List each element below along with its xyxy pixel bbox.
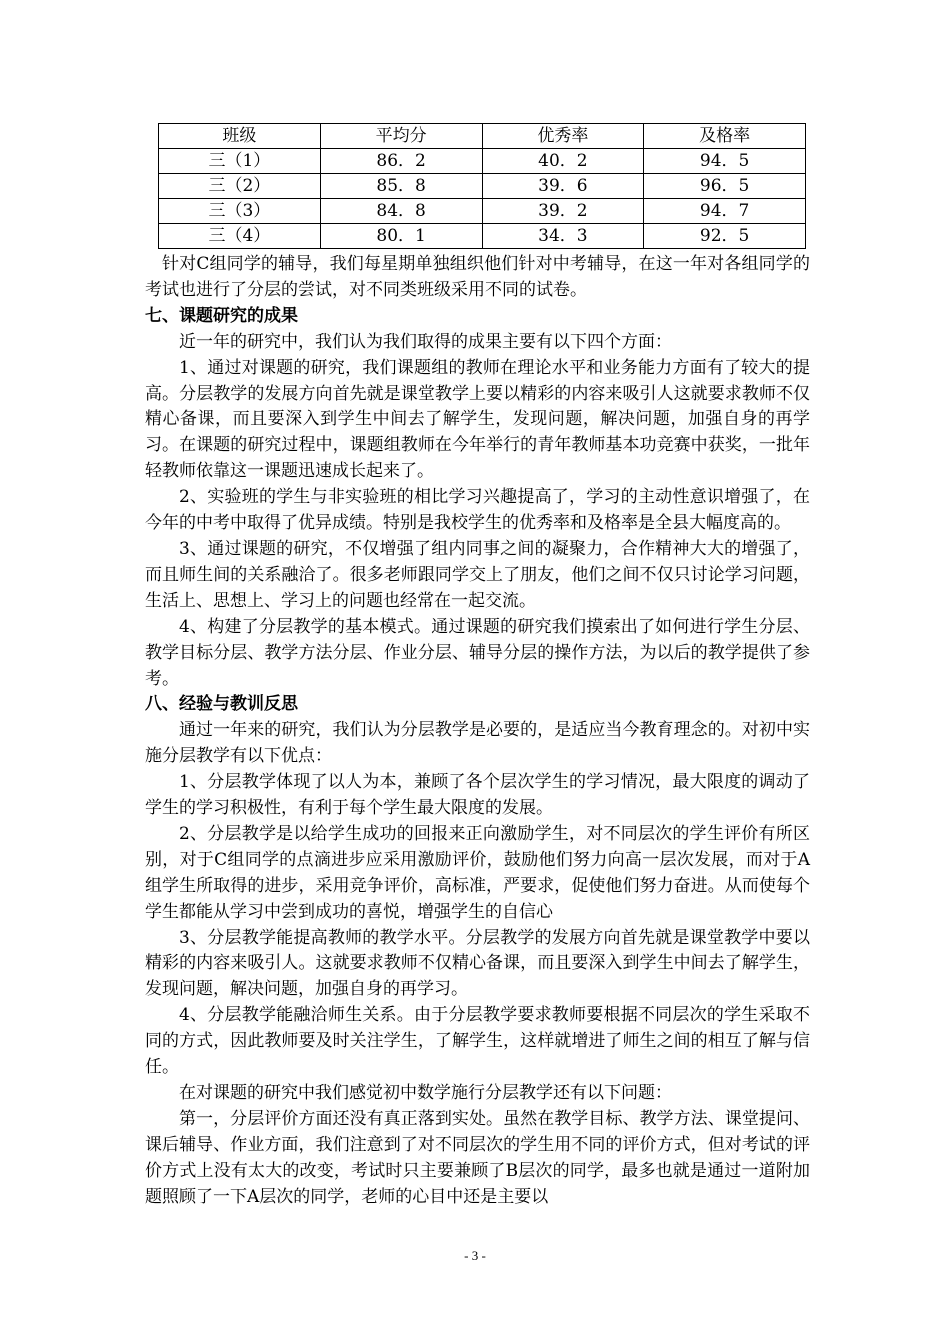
paragraph: 3、通过课题的研究，不仅增强了组内同事之间的凝聚力，合作精神大大的增强了，而且师生间的关系融洽了。很多老师跟同学交上了朋友，他们之间不仅只讨论学习问题，生活上、思想上、学习上的问题也经常在一起交流。: [145, 538, 810, 611]
paragraph: 3、分层教学能提高教师的教学水平。分层教学的发展方向首先就是课堂教学中要以精彩的内容来吸引人。这就要求教师不仅精心备课，而且要深入到学生中间去了解学生，发现问题，解决问题，加强自身的再学习。: [145, 927, 810, 1000]
paragraph: 2、实验班的学生与非实验班的相比学习兴趣提高了，学习的主动性意识增强了，在今年的中考中取得了优异成绩。特别是我校学生的优秀率和及格率是全县大幅度高的。: [145, 487, 810, 534]
body-text: [145, 252, 810, 1211]
table-cell: 92．5: [644, 224, 806, 249]
table-cell: 94．5: [644, 149, 806, 174]
col-header-excellent-rate: 优秀率: [482, 124, 644, 149]
section-heading-results: 七、课题研究的成果: [145, 305, 298, 326]
table-cell: 三（4）: [159, 224, 321, 249]
table-cell: 39．2: [482, 199, 644, 224]
table-cell: 三（2）: [159, 174, 321, 199]
table-cell: 86．2: [320, 149, 482, 174]
table-row: [159, 199, 806, 224]
table-cell: 34．3: [482, 224, 644, 249]
col-header-class: 班级: [159, 124, 321, 149]
page-number: - 3 -: [464, 1248, 486, 1263]
paragraph: 通过一年来的研究，我们认为分层教学是必要的，是适应当今教育理念的。对初中实施分层教学有以下优点：: [145, 720, 810, 767]
table-cell: 三（1）: [159, 149, 321, 174]
table-cell: 三（3）: [159, 199, 321, 224]
paragraph: 2、分层教学是以给学生成功的回报来正向激励学生，对不同层次的学生评价有所区别，对于C组同学的点滴进步应采用激励评价，鼓励他们努力向高一层次发展，而对于A组学生所取得的进步，采用竞争评价，高标准，严要求，促使他们努力奋进。从而使每个学生都能从学习中尝到成功的喜悦，增强学生的自信心: [145, 823, 810, 922]
paragraph: 1、分层教学体现了以人为本，兼顾了各个层次学生的学习情况，最大限度的调动了学生的学习积极性，有利于每个学生最大限度的发展。: [145, 772, 810, 819]
paragraph: 4、构建了分层教学的基本模式。通过课题的研究我们摸索出了如何进行学生分层、教学目标分层、教学方法分层、作业分层、辅导分层的操作方法，为以后的教学提供了参考。: [145, 616, 810, 689]
paragraph: 在对课题的研究中我们感觉初中数学施行分层教学还有以下问题：: [179, 1083, 672, 1103]
col-header-pass-rate: 及格率: [644, 124, 806, 149]
table-cell: 84．8: [320, 199, 482, 224]
table-cell: 85．8: [320, 174, 482, 199]
paragraph: 近一年的研究中，我们认为我们取得的成果主要有以下四个方面：: [179, 331, 672, 352]
paragraph: 第一，分层评价方面还没有真正落到实处。虽然在教学目标、教学方法、课堂提问、课后辅导、作业方面，我们注意到了对不同层次的学生用不同的评价方式，但对考试的评价方式上没有太大的改变，考试时只主要兼顾了B层次的同学，最多也就是通过一道附加题照顾了一下A层次的同学，老师的心目中还是主要以: [145, 1108, 810, 1207]
paragraph: 针对C组同学的辅导，我们每星期单独组织他们针对中考辅导，在这一年对各组同学的考试也进行了分层的尝试，对不同类班级采用不同的试卷。: [145, 254, 810, 300]
table-cell: 39．6: [482, 174, 644, 199]
table-row: [159, 224, 806, 249]
table-row: [159, 174, 806, 199]
col-header-average: 平均分: [320, 124, 482, 149]
section-heading-reflection: 八、经验与教训反思: [145, 694, 298, 715]
table-cell: 40．2: [482, 149, 644, 174]
table-header-row: [159, 124, 806, 149]
table-row: [159, 149, 806, 174]
table-cell: 94．7: [644, 199, 806, 224]
table-cell: 80．1: [320, 224, 482, 249]
score-table: [158, 123, 806, 249]
paragraph: 1、通过对课题的研究，我们课题组的教师在理论水平和业务能力方面有了较大的提高。分层教学的发展方向首先就是课堂教学上要以精彩的内容来吸引人这就要求教师不仅精心备课，而且要深入到学生中间去了解学生，发现问题，解决问题，加强自身的再学习。在课题的研究过程中，课题组教师在今年举行的青年教师基本功竞赛中获奖，一批年轻教师依靠这一课题迅速成长起来了。: [145, 357, 810, 482]
paragraph: 4、分层教学能融洽师生关系。由于分层教学要求教师要根据不同层次的学生采取不同的方式，因此教师要及时关注学生，了解学生，这样就增进了师生之间的相互了解与信任。: [145, 1005, 810, 1078]
table-cell: 96．5: [644, 174, 806, 199]
